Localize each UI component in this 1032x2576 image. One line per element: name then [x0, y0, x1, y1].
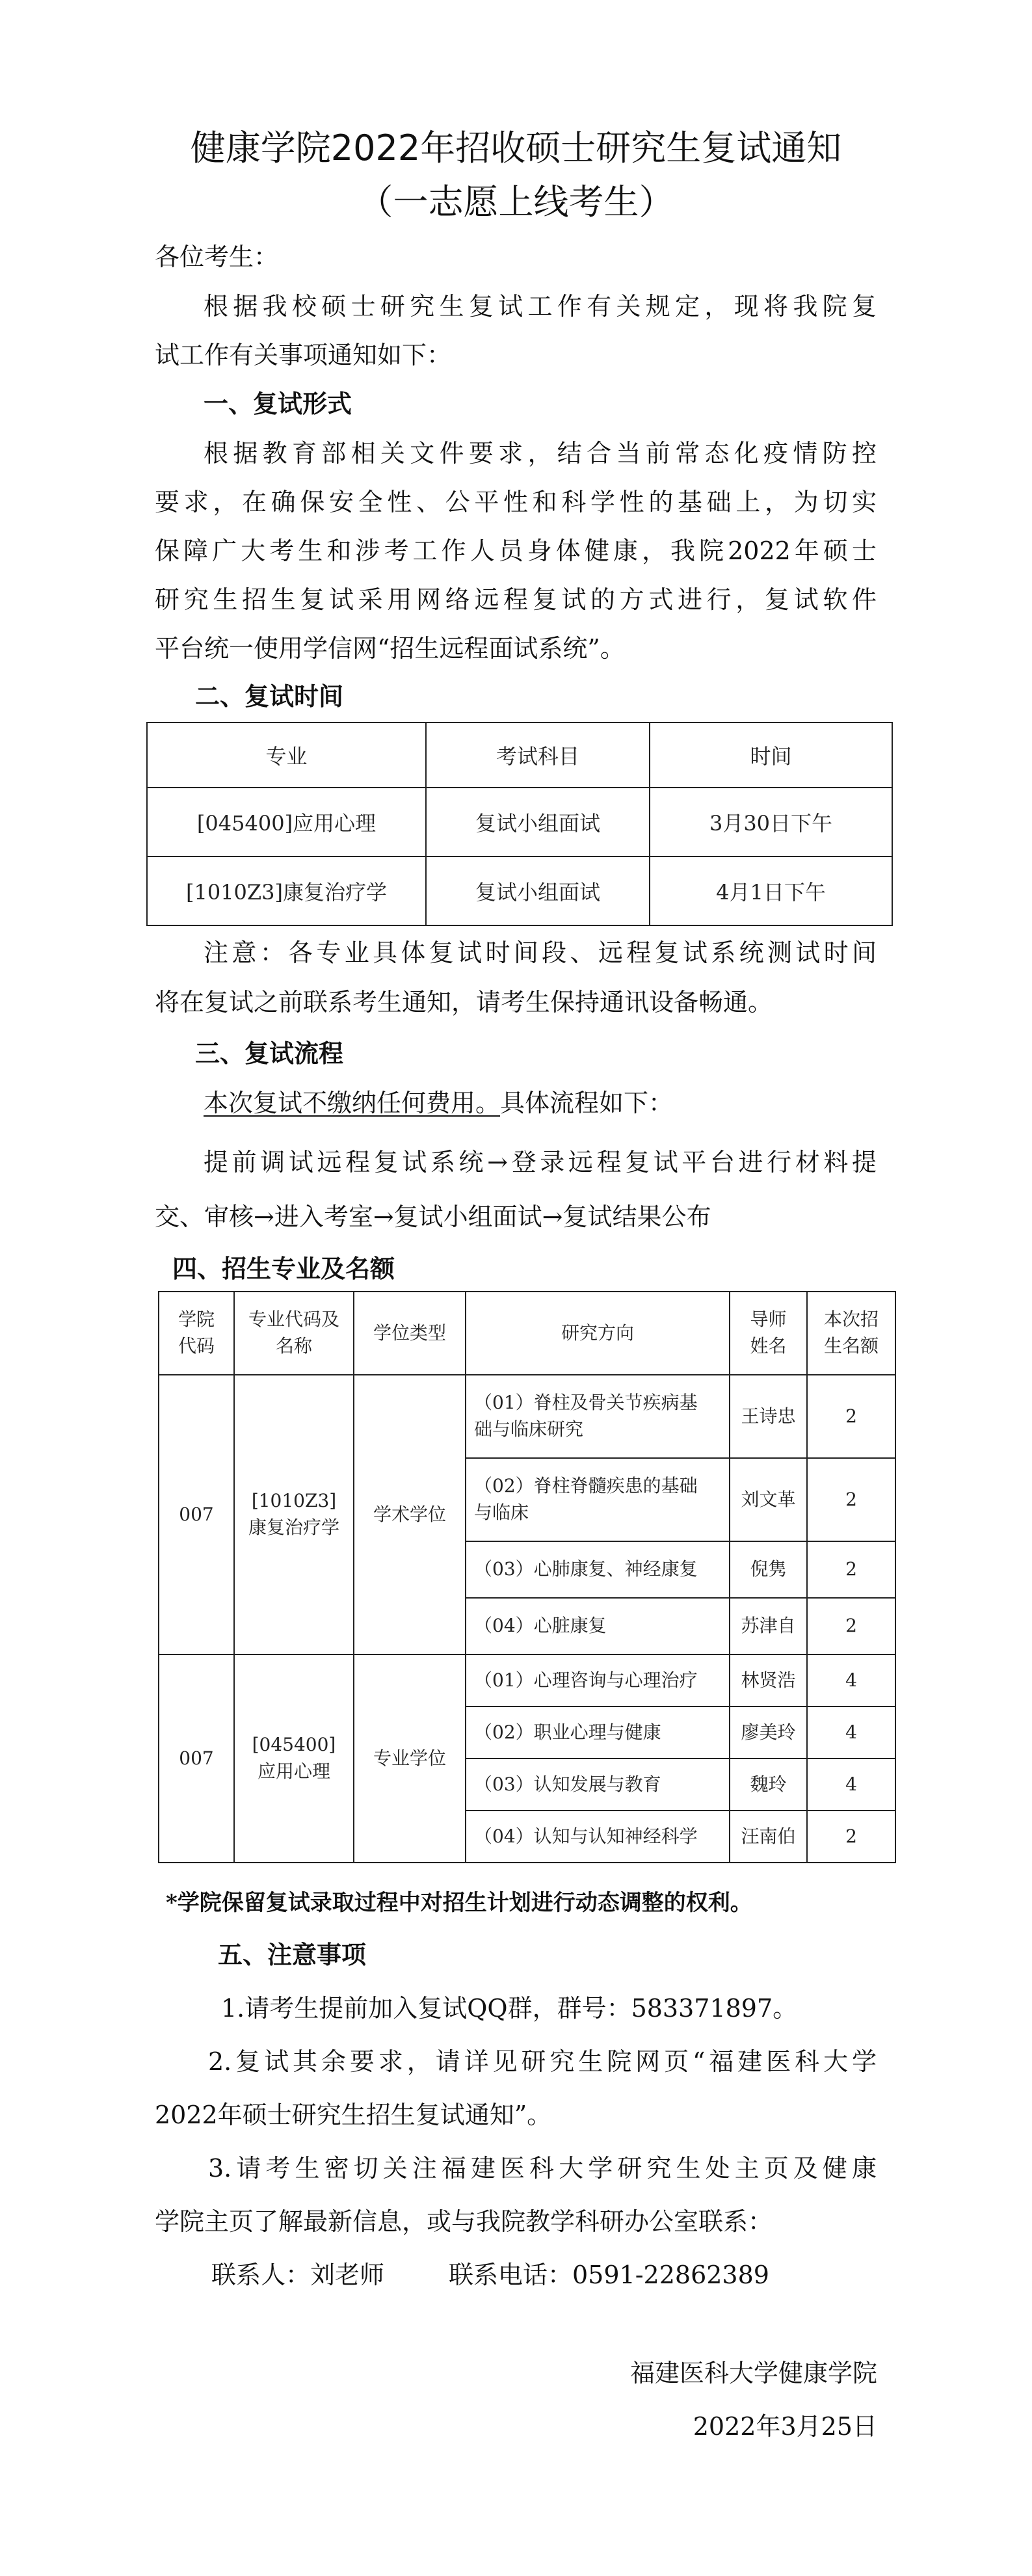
cell-quota: 4 [807, 1706, 895, 1759]
cell-quota: 2 [807, 1458, 895, 1541]
cell-college-code: 007 [159, 1375, 234, 1654]
cell-tutor: 倪隽 [730, 1541, 807, 1598]
cell-time: 3月30日下午 [650, 788, 892, 856]
column-header: 考试科目 [426, 723, 650, 788]
cell-major: [1010Z3]康复治疗学 [147, 856, 426, 925]
notice-item-1: 1.请考生提前加入复试QQ群，群号：583371897。 [221, 1994, 798, 2023]
section-1-line: 研究生招生复试采用网络远程复试的方式进行，复试软件 [155, 585, 877, 614]
intro-line-2: 试工作有关事项通知如下： [155, 341, 452, 369]
table-row [147, 788, 892, 856]
notice-item-3-line-1: 3.请考生密切关注福建医科大学研究生处主页及健康 [208, 2154, 877, 2183]
fee-notice [204, 1088, 673, 1119]
notice-item-2-line-2: 2022年硕士研究生招生复试通知”。 [155, 2101, 552, 2129]
intro-line-1: 根据我校硕士研究生复试工作有关规定，现将我院复 [204, 292, 877, 321]
column-header-college-code: 学院 代码 [159, 1292, 234, 1375]
section-5-heading: 五、注意事项 [218, 1941, 367, 1969]
signature-date: 2022年3月25日 [693, 2412, 877, 2441]
flow-line-1: 提前调试远程复试系统→登录远程复试平台进行材料提 [204, 1148, 877, 1176]
cell-degree: 专业学位 [354, 1654, 466, 1863]
column-header: 时间 [650, 723, 892, 788]
section-1-line: 保障广大考生和涉考工作人员身体健康，我院2022年硕士 [155, 537, 877, 565]
cell-quota: 4 [807, 1759, 895, 1811]
cell-major: [045400] 应用心理 [234, 1654, 354, 1863]
greeting: 各位考生： [155, 243, 279, 271]
schedule-note-line-2: 将在复试之前联系考生通知，请考生保持通讯设备畅通。 [155, 988, 773, 1016]
schedule-table [146, 722, 893, 926]
page-subtitle: （一志愿上线考生） [358, 181, 674, 222]
signature-org: 福建医科大学健康学院 [629, 2359, 877, 2387]
cell-subject: 复试小组面试 [426, 856, 650, 925]
flow-line-2: 交、审核→进入考室→复试小组面试→复试结果公布 [155, 1202, 711, 1231]
contact-person: 联系人：刘老师 [211, 2261, 385, 2289]
column-header-direction: 研究方向 [466, 1292, 730, 1375]
table-row [159, 1654, 895, 1706]
table-header-row [159, 1292, 895, 1375]
cell-tutor: 林贤浩 [730, 1654, 807, 1706]
cell-tutor: 刘文革 [730, 1458, 807, 1541]
column-header-degree: 学位类型 [354, 1292, 466, 1375]
reservation-footnote: *学院保留复试录取过程中对招生计划进行动态调整的权利。 [166, 1890, 752, 1916]
cell-time: 4月1日下午 [650, 856, 892, 925]
column-header-tutor: 导师 姓名 [730, 1292, 807, 1375]
no-fee-statement: 本次复试不缴纳任何费用。 [204, 1089, 501, 1117]
table-header-row [147, 723, 892, 788]
cell-direction: （04）认知与认知神经科学 [466, 1811, 730, 1863]
section-1-line: 根据教育部相关文件要求，结合当前常态化疫情防控 [204, 439, 877, 468]
cell-direction: （03）心肺康复、神经康复 [466, 1541, 730, 1598]
section-1-line: 平台统一使用学信网“招生远程面试系统”。 [155, 634, 625, 663]
schedule-note-line-1: 注意：各专业具体复试时间段、远程复试系统测试时间 [204, 938, 877, 967]
cell-tutor: 魏玲 [730, 1759, 807, 1811]
column-header: 专业 [147, 723, 426, 788]
contact-phone: 联系电话：0591-22862389 [449, 2261, 769, 2289]
section-4-heading: 四、招生专业及名额 [172, 1255, 395, 1283]
notice-item-2-line-1: 2.复试其余要求，请详见研究生院网页“福建医科大学 [208, 2047, 877, 2076]
cell-tutor: 苏津自 [730, 1598, 807, 1654]
cell-direction: （04）心脏康复 [466, 1598, 730, 1654]
page-title: 健康学院2022年招收硕士研究生复试通知 [190, 127, 842, 168]
cell-quota: 2 [807, 1598, 895, 1654]
table-row [159, 1375, 895, 1458]
flow-intro: 具体流程如下： [500, 1089, 674, 1117]
cell-direction: （02）职业心理与健康 [466, 1706, 730, 1759]
cell-quota: 2 [807, 1811, 895, 1863]
cell-direction: （03）认知发展与教育 [466, 1759, 730, 1811]
section-3-heading: 三、复试流程 [195, 1039, 344, 1068]
cell-quota: 2 [807, 1541, 895, 1598]
cell-subject: 复试小组面试 [426, 788, 650, 856]
cell-tutor: 廖美玲 [730, 1706, 807, 1759]
cell-tutor: 王诗忠 [730, 1375, 807, 1458]
cell-major: [045400]应用心理 [147, 788, 426, 856]
section-1-line: 要求，在确保安全性、公平性和科学性的基础上，为切实 [155, 488, 877, 516]
cell-quota: 4 [807, 1654, 895, 1706]
column-header-quota: 本次招 生名额 [807, 1292, 895, 1375]
cell-major: [1010Z3] 康复治疗学 [234, 1375, 354, 1654]
notice-item-3-line-2: 学院主页了解最新信息，或与我院教学科研办公室联系： [155, 2207, 773, 2236]
cell-tutor: 汪南伯 [730, 1811, 807, 1863]
cell-college-code: 007 [159, 1654, 234, 1863]
section-1-heading: 一、复试形式 [204, 390, 352, 418]
column-header-major: 专业代码及 名称 [234, 1292, 354, 1375]
cell-direction: （02）脊柱脊髓疾患的基础 与临床 [466, 1458, 730, 1541]
cell-degree: 学术学位 [354, 1375, 466, 1654]
cell-direction: （01）脊柱及骨关节疾病基 础与临床研究 [466, 1375, 730, 1458]
enrollment-table [158, 1291, 896, 1863]
section-2-heading: 二、复试时间 [195, 682, 344, 711]
cell-quota: 2 [807, 1375, 895, 1458]
table-row [147, 856, 892, 925]
cell-direction: （01）心理咨询与心理治疗 [466, 1654, 730, 1706]
